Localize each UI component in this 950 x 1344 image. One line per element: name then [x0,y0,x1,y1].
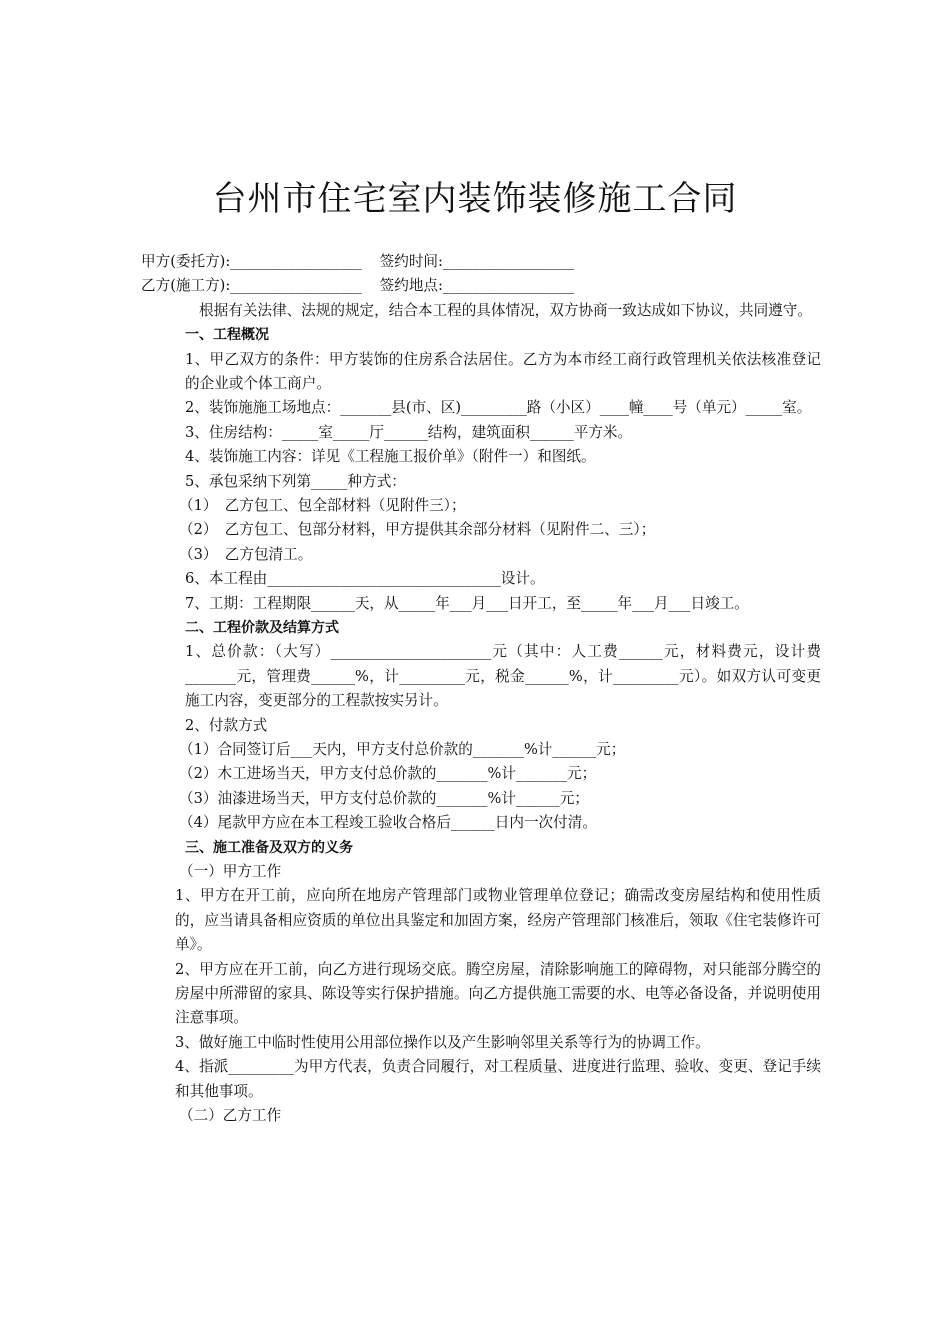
clause-text: 2、甲方应在开工前，向乙方进行现场交底。腾空房屋，清除影响施工的障碍物，对只能部分腾空的房屋中所滞留的家具、陈设等实行保护措施。向乙方提供施工需要的水、电等必备设备，并说明使用注意事项。 [175,960,821,1027]
clause-text: （2）木工进场当天，甲方支付总价款的_______%计_______元； [179,765,597,783]
clause-text: 3、做好施工中临时性使用公用部位操作以及产生影响邻里关系等行为的协调工作。 [175,1033,710,1051]
party-a-field: 甲方(委托方):__________________ [141,253,362,270]
clause-text: （二）乙方工作 [179,1107,282,1124]
clause-text: 根据有关法律、法规的规定，结合本工程的具体情况，双方协商一致达成如下协议，共同遵守。 [199,301,812,319]
party-a-row [141,250,821,274]
section-heading: 二、工程价款及结算方式 [185,619,339,636]
clause-text: （1）合同签订后___天内，甲方支付总价款的_______%计______元； [179,741,626,758]
clause-text: 1、甲方在开工前，应向所在地房产管理部门或物业管理单位登记；确需改变房屋结构和使用性质的，应当请具备相应资质的单位出具鉴定和加固方案，经房产管理部门核准后，领取《住宅装修许可单》。 [175,887,821,954]
document-title: 台州市住宅室内装饰装修施工合同 [212,179,738,219]
clause-text: （1） 乙方包工、包全部材料（见附件三）； [179,497,466,515]
clause-text: 2、装饰施施工场地点：_______县(市、区)_________路（小区）____幢____号（单元）_____室。 [185,399,812,417]
contract-clauses [141,299,821,1129]
clause-text: 1、总价款：（大写）______________________元（其中：人工费______元，材料费元，设计费_______元，管理费______%，计_________元，税金______%，计_________元）。如双方认可变更施工内容，变更部分的工程款按实另计。 [185,643,821,710]
section-heading: 三、施工准备及双方的义务 [185,839,353,856]
clause-text: （4）尾款甲方应在本工程竣工验收合格后______日内一次付清。 [179,814,597,832]
clause-text: 5、承包采纳下列第_____种方式： [185,472,406,490]
clause-text: 3、住房结构：_____室_____厅______结构，建筑面积______平方米。 [185,423,633,441]
sign-time-field: 签约时间:__________________ [379,253,575,270]
clause-text: 4、装饰施工内容：详见《工程施工报价单》（附件一）和图纸。 [185,448,596,466]
clause-text: 1、甲乙双方的条件：甲方装饰的住房系合法居住。乙方为本市经工商行政管理机关依法核准登记的企业或个体工商户。 [185,350,821,393]
clause-text: 4、指派_________为甲方代表，负责合同履行，对工程质量、进度进行监理、验收、变更、登记手续和其他事项。 [175,1058,821,1100]
clause-text: （3）油漆进场当天，甲方支付总价款的_______%计______元； [179,789,589,807]
section-heading: 一、工程概况 [185,327,269,344]
clause-text: 7、工期：工程期限______天，从_____年___月___日开工，至_____年___月___日竣工。 [185,594,749,612]
clause-text: （3） 乙方包清工。 [179,545,313,563]
clause-text: （2） 乙方包工、包部分材料，甲方提供其余部分材料（见附件二、三）； [179,521,656,539]
clause-text: 6、本工程由________________________________设计。 [185,570,545,588]
party-b-row [141,274,821,298]
clause-text: 2、付款方式 [185,716,268,734]
sign-place-field: 签约地点:__________________ [379,277,575,295]
contract-body [141,250,821,1128]
clause-text: （一）甲方工作 [179,862,282,880]
party-b-field: 乙方(施工方):__________________ [141,277,362,295]
